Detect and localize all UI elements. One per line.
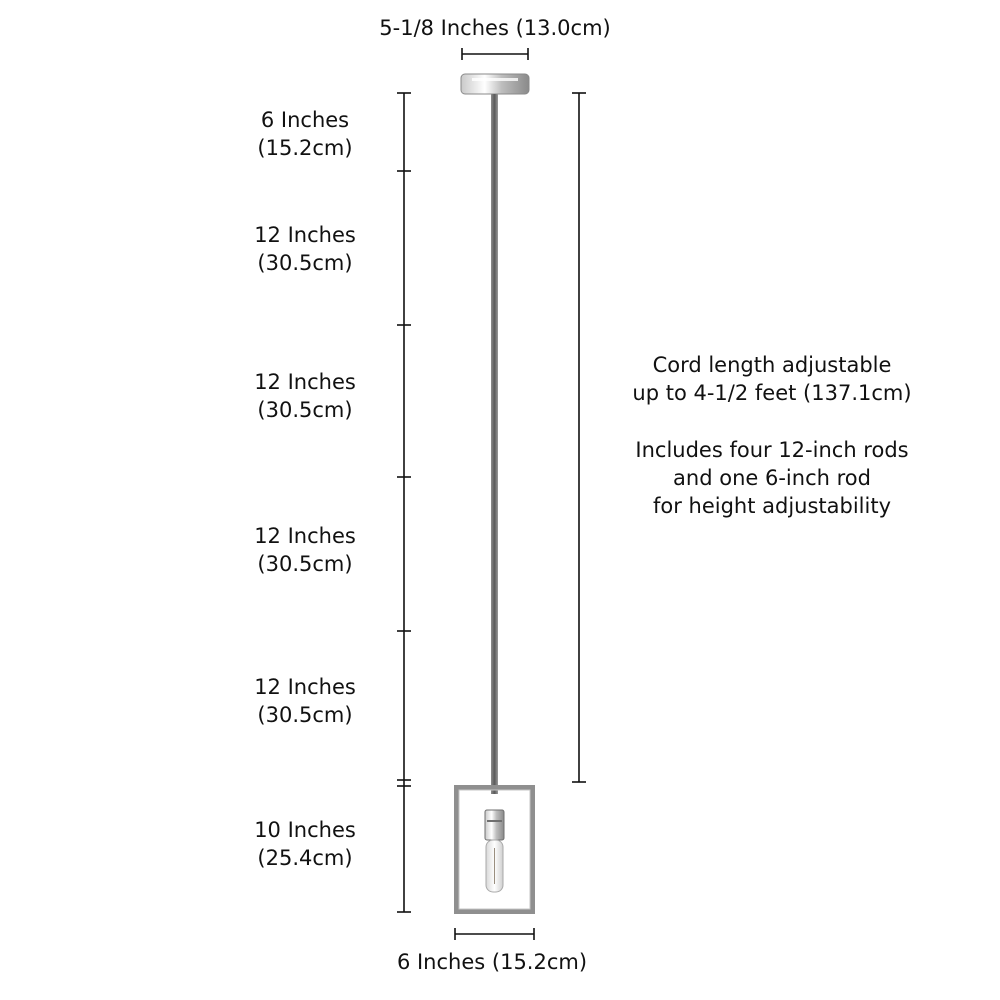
- segment-label-1: [205, 106, 405, 162]
- segment-label-2: [205, 221, 405, 277]
- bulb-socket: [485, 810, 504, 840]
- segment-5-cm: (30.5cm): [257, 703, 353, 727]
- shade-width-label: 6 Inches (15.2cm): [396, 950, 588, 974]
- segment-label-5: [205, 673, 405, 729]
- cord-note-line-2: up to 4-1/2 feet (137.1cm): [632, 381, 912, 405]
- cord-length-note: [612, 351, 932, 407]
- segment-label-3: [205, 368, 405, 424]
- segment-6-inches: 10 Inches: [254, 818, 356, 842]
- cord-length-dimension-line: [572, 93, 586, 782]
- rods-note: [612, 436, 932, 520]
- cord-note-line-1: Cord length adjustable: [652, 353, 892, 377]
- segment-label-4: [205, 522, 405, 578]
- segment-1-inches: 6 Inches: [260, 108, 350, 132]
- ceiling-canopy: [461, 74, 529, 94]
- segment-label-6: [205, 816, 405, 872]
- segment-3-cm: (30.5cm): [257, 398, 353, 422]
- segment-dimension-line: [397, 93, 411, 912]
- segment-2-cm: (30.5cm): [257, 251, 353, 275]
- segment-3-inches: 12 Inches: [254, 370, 356, 394]
- segment-4-inches: 12 Inches: [254, 524, 356, 548]
- segment-2-inches: 12 Inches: [254, 223, 356, 247]
- segment-5-inches: 12 Inches: [254, 675, 356, 699]
- rods-note-line-1: Includes four 12-inch rods: [635, 438, 909, 462]
- canopy-width-label: 5-1/8 Inches (13.0cm): [379, 16, 611, 40]
- down-rod: [491, 94, 498, 794]
- rods-note-line-2: and one 6-inch rod: [673, 466, 871, 490]
- segment-6-cm: (25.4cm): [257, 846, 353, 870]
- segment-1-cm: (15.2cm): [257, 136, 353, 160]
- segment-4-cm: (30.5cm): [257, 552, 353, 576]
- rods-note-line-3: for height adjustability: [652, 494, 892, 518]
- shade-width-dimension: [455, 928, 534, 940]
- canopy-width-dimension: [462, 48, 528, 60]
- edison-bulb: [486, 840, 503, 892]
